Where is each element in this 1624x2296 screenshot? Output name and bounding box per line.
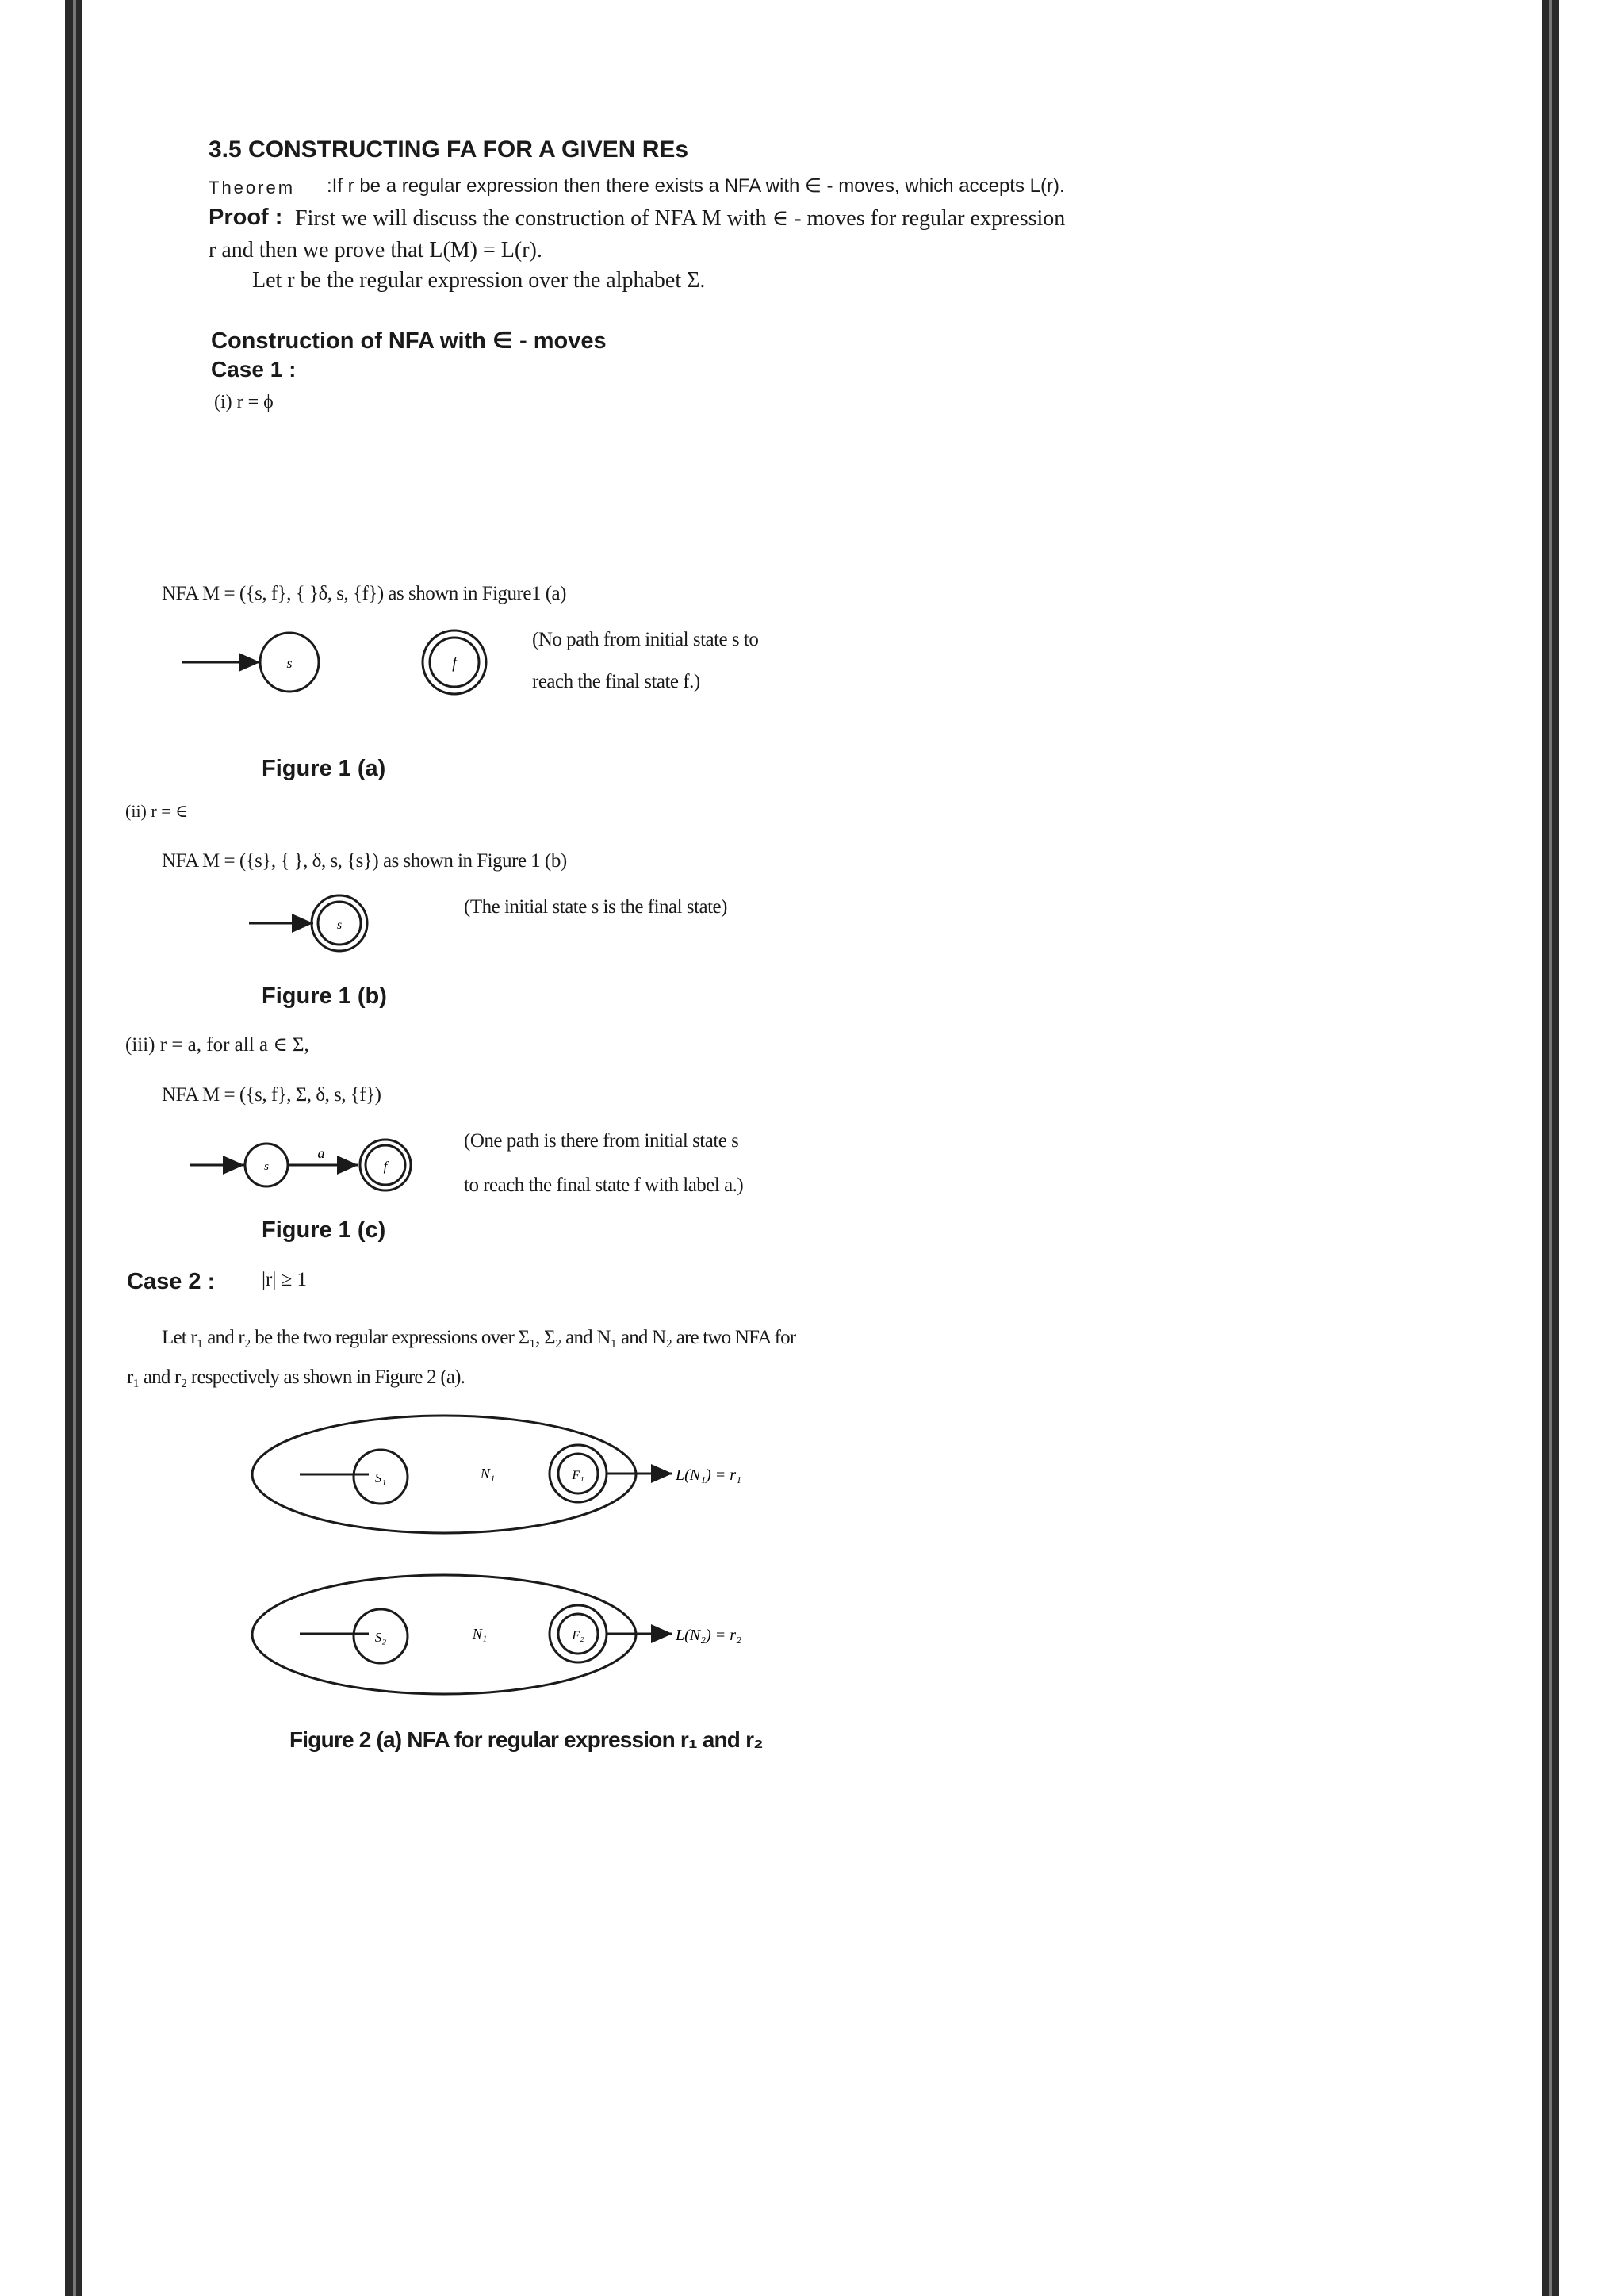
state-s2-label: S₂ <box>374 1630 387 1645</box>
proof-line3: Let r be the regular expression over the alphabet Σ. <box>252 268 706 293</box>
lang-n1: L(N₁) = r₁ <box>676 1466 741 1484</box>
section-title: 3.5 CONSTRUCTING FA FOR A GIVEN REs <box>209 136 689 163</box>
figure-2a-caption: Figure 2 (a) NFA for regular expression r₁ and r₂ <box>289 1727 763 1752</box>
state-f2-label: F₂ <box>572 1629 584 1642</box>
state-f-c-label: f <box>383 1159 388 1174</box>
proof-line2: r and then we prove that L(M) = L(r). <box>209 238 542 263</box>
figure-1b-caption: Figure 1 (b) <box>262 983 387 1009</box>
proof-line1: First we will discuss the construction of NFA M with ∈ - moves for regular expression <box>295 206 1066 231</box>
case2-line1: Let r₁ and r₂ be the two regular expressions over Σ₁, Σ₂ and N₁ and N₂ are two NFA for <box>162 1327 796 1348</box>
note-c-line2: to reach the final state f with label a.) <box>464 1175 744 1196</box>
proof-label: Proof : <box>209 205 283 230</box>
state-s1-label: S₁ <box>374 1470 387 1485</box>
nfa-n1-name: N₁ <box>480 1466 496 1481</box>
note-c-line1: (One path is there from initial state s <box>464 1130 739 1152</box>
item-i: (i) r = ϕ <box>214 392 274 412</box>
state-f-a-label: f <box>452 654 457 672</box>
note-a-line2: reach the final state f.) <box>532 671 700 692</box>
note-a-line1: (No path from initial state s to <box>532 629 759 650</box>
theorem-label: Theorem <box>209 178 296 197</box>
figure-1a-caption: Figure 1 (a) <box>262 756 386 781</box>
case2-line2: r₁ and r₂ respectively as shown in Figure 2 (a). <box>127 1366 465 1388</box>
case1-label: Case 1 : <box>211 357 297 381</box>
lang-n2: L(N₂) = r₂ <box>676 1627 741 1644</box>
nfa-c-definition: NFA M = ({s, f}, Σ, δ, s, {f}) <box>162 1084 381 1106</box>
construction-title: Construction of NFA with ∈ - moves <box>211 328 607 354</box>
figure-1c-caption: Figure 1 (c) <box>262 1217 386 1243</box>
item-iii: (iii) r = a, for all a ∈ Σ, <box>125 1034 309 1056</box>
case2-label: Case 2 : <box>127 1269 216 1294</box>
state-s-a-label: s <box>286 655 293 671</box>
nfa-n2-name: N₁ <box>472 1626 488 1642</box>
nfa-a-definition: NFA M = ({s, f}, { }δ, s, {f}) as shown in Figure1 (a) <box>162 583 566 604</box>
edge-a-c-label: a <box>317 1145 325 1161</box>
case2-condition: |r| ≥ 1 <box>262 1269 308 1290</box>
nfa-b-definition: NFA M = ({s}, { }, δ, s, {s}) as shown in Figure 1 (b) <box>162 850 567 872</box>
theorem-text: :If r be a regular expression then there exists a NFA with ∈ - moves, which accepts L(r). <box>327 175 1065 197</box>
note-b: (The initial state s is the final state) <box>464 896 727 918</box>
state-s-b-label: s <box>336 918 343 932</box>
state-s-c-label: s <box>264 1160 269 1173</box>
state-f1-label: F₁ <box>572 1469 584 1482</box>
item-ii: (ii) r = ∈ <box>125 801 189 821</box>
